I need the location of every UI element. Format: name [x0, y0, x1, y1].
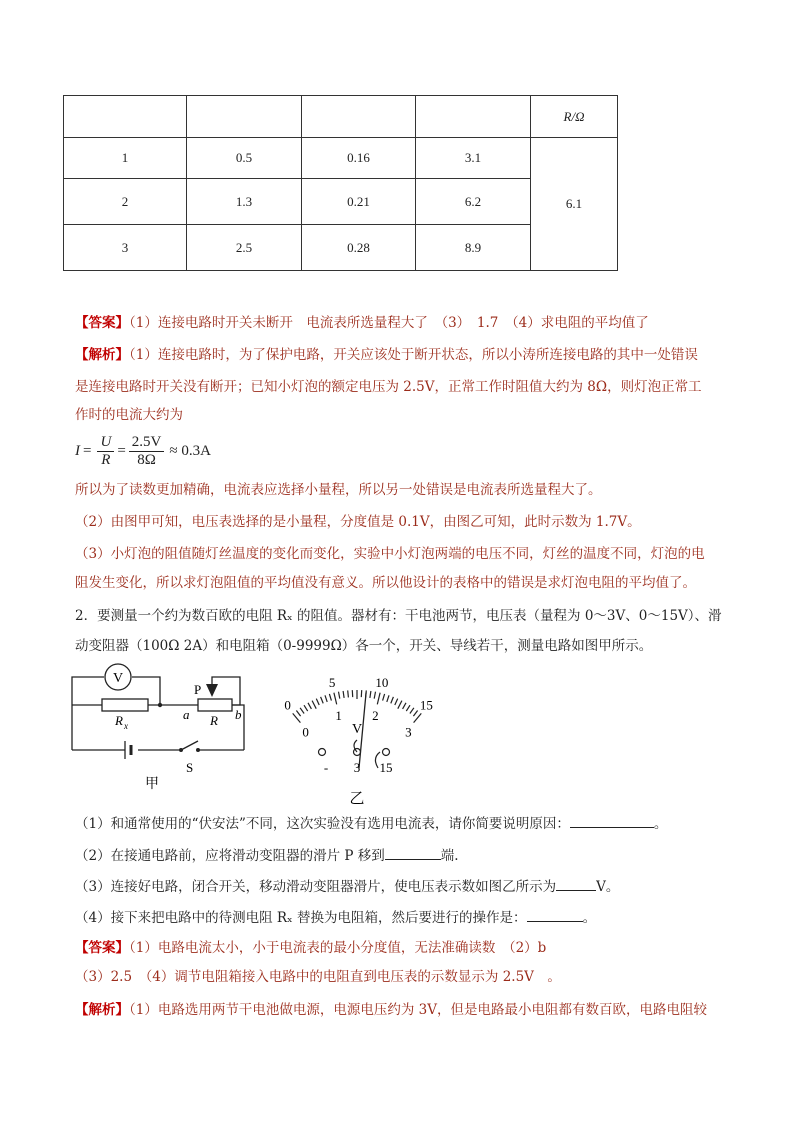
question-text: 端.	[440, 848, 459, 864]
scale-inner-label: 3	[405, 724, 412, 740]
scale-tick	[329, 694, 331, 701]
scale-tick	[308, 703, 311, 709]
meter-unit: V	[351, 722, 363, 737]
question-text: 。	[582, 910, 597, 926]
figure-b-caption: 乙	[349, 791, 365, 807]
q2-intro: 动变阻器（100Ω 2A）和电阻箱（0-9999Ω）各一个，开关、导线若干，测量电路如图甲所示。	[75, 638, 653, 654]
scale-tick	[406, 705, 410, 711]
rx-subscript: x	[124, 721, 128, 731]
scale-tick	[383, 694, 385, 701]
answer-blank[interactable]	[570, 813, 654, 828]
figure-a-caption: 甲	[145, 777, 159, 792]
question-text: （1）和通常使用的“伏安法”不同，这次实验没有选用电流表，请你简要说明原因：	[75, 816, 570, 832]
q2-question-2	[75, 845, 735, 866]
question-text: （4）接下来把电路中的待测电阻 Rₓ 替换为电阻箱，然后要进行的操作是：	[75, 910, 527, 926]
formula-equals: =	[117, 443, 126, 459]
switch-label: S	[186, 760, 194, 775]
scale-tick	[339, 692, 340, 699]
slider-label: P	[194, 682, 202, 697]
formula-result: ≈ 0.3A	[169, 443, 211, 459]
table-cell: 0.28	[302, 225, 416, 271]
voltmeter-label: V	[112, 671, 124, 686]
scale-tick	[316, 699, 319, 705]
table-cell: 3.1	[416, 138, 531, 179]
answer-blank[interactable]	[556, 876, 596, 891]
analysis-text: （1）连接电路时，为了保护电路，开关应该处于断开状态，所以小涛所连接电路的其中一处错误	[129, 347, 698, 363]
analysis-tag: 【解析】	[75, 1002, 129, 1018]
point-a-label: a	[183, 707, 190, 722]
terminal-15v: 15	[379, 760, 393, 775]
scale-outer-label: 10	[375, 674, 389, 690]
analysis-text: 阻发生变化，所以求灯泡阻值的平均值没有意义。所以他设计的表格中的错误是求灯泡电阻的平均值了。	[75, 575, 696, 591]
scale-tick	[395, 699, 398, 705]
analysis-text: （2）由图甲可知，电压表选择的是小量程，分度值是 0.1V，由图乙可知，此时示数为 1.7V。	[75, 514, 641, 530]
analysis-text: 作时的电流大约为	[75, 407, 183, 423]
scale-inner-label: 2	[372, 708, 379, 724]
q2-intro: 2．要测量一个约为数百欧的电阻 Rₓ 的阻值。器材有：干电池两节，电压表（量程为 0～3V、0～15V）、滑	[75, 608, 722, 624]
table-cell: 0.16	[302, 138, 416, 179]
q2-analysis-line	[75, 1000, 735, 1020]
formula-equals: =	[83, 443, 92, 459]
formula-numerator: U	[97, 434, 114, 452]
point-b-label: b	[235, 707, 242, 722]
table-cell: 0.21	[302, 179, 416, 225]
formula-denominator: R	[101, 452, 111, 468]
scale-tick	[410, 708, 414, 714]
scale-tick	[398, 701, 402, 709]
formula-lhs: I	[75, 443, 80, 459]
scale-tick	[334, 693, 337, 705]
formula-denominator: 8Ω	[137, 452, 156, 468]
table-merged-average: 6.1	[531, 138, 618, 271]
scale-tick	[387, 695, 389, 702]
rheostat-label: R	[210, 713, 218, 728]
terminal-3v: 3	[353, 760, 361, 775]
question-text: V。	[596, 879, 620, 895]
scale-tick	[321, 697, 324, 704]
table-cell: 8.9	[416, 225, 531, 271]
scale-tick	[312, 701, 316, 709]
scale-tick	[374, 692, 375, 699]
scale-tick	[343, 691, 344, 698]
scale-tick	[403, 703, 406, 709]
table-cell: 1.3	[187, 179, 302, 225]
scale-inner-label: 1	[335, 708, 342, 724]
scale-tick	[348, 690, 349, 697]
scale-tick	[296, 711, 300, 717]
analysis-text: 所以为了读数更加精确，电流表应选择小量程，所以另一处错误是电流表所选量程大了。	[75, 482, 602, 498]
answer-tag: 【答案】	[75, 315, 129, 331]
scale-tick	[304, 705, 308, 711]
scale-tick	[377, 693, 380, 705]
answer-blank[interactable]	[385, 845, 441, 860]
scale-tick	[370, 691, 371, 698]
table-cell: 1	[64, 138, 187, 179]
answer-blank[interactable]	[527, 907, 583, 922]
question-text: 。	[653, 816, 668, 832]
scale-outer-label: 0	[284, 697, 291, 713]
analysis-text: （1）电路选用两节干电池做电源，电源电压约为 3V，但是电路最小电阻都有数百欧，电路电阻较	[129, 1002, 707, 1018]
analysis-tag: 【解析】	[75, 347, 129, 363]
q2-answer-line	[75, 938, 735, 958]
table-header-resistance: R/Ω	[531, 96, 618, 138]
rx-label: R	[115, 713, 123, 728]
table-cell: 6.2	[416, 179, 531, 225]
q2-question-3	[75, 876, 735, 897]
formula-numerator: 2.5V	[129, 434, 165, 452]
scale-outer-label: 5	[328, 674, 336, 690]
q2-question-1	[75, 813, 735, 834]
q2-answer-text: （3）2.5 （4）调节电阻箱接入电路中的电阻直到电压表的示数显示为 2.5V 。	[75, 969, 561, 985]
table-cell: 2	[64, 179, 187, 225]
q1-answer-text: （1）连接电路时开关未断开 电流表所选量程大了 （3） 1.7 （4）求电阻的平均值了	[129, 315, 649, 331]
question-text: （2）在接通电路前，应将滑动变阻器的滑片 P 移到	[75, 848, 385, 864]
q2-answer-text: （1）电路电流太小，小于电流表的最小分度值，无法准确读数 （2）b	[129, 940, 547, 956]
scale-inner-label: 0	[302, 724, 309, 740]
table-cell: 0.5	[187, 138, 302, 179]
scale-tick	[391, 697, 394, 704]
scale-tick	[325, 695, 327, 702]
table-cell: 2.5	[187, 225, 302, 271]
scale-tick	[413, 711, 417, 717]
scale-tick	[300, 708, 304, 714]
q2-question-4	[75, 907, 735, 928]
scale-outer-label: 15	[419, 697, 433, 713]
question-text: （3）连接好电路，闭合开关，移动滑动变阻器滑片，使电压表示数如图乙所示为	[75, 879, 557, 895]
terminal-negative: -	[323, 760, 329, 775]
answer-tag: 【答案】	[75, 940, 129, 956]
analysis-text: 是连接电路时开关没有断开；已知小灯泡的额定电压为 2.5V，正常工作时阻值大约为 8Ω，则灯泡正常工	[75, 379, 702, 395]
analysis-text: （3）小灯泡的阻值随灯丝温度的变化而变化，实验中小灯泡两端的电压不同，灯丝的温度不同，灯泡的电	[75, 546, 705, 562]
table-cell: 3	[64, 225, 187, 271]
